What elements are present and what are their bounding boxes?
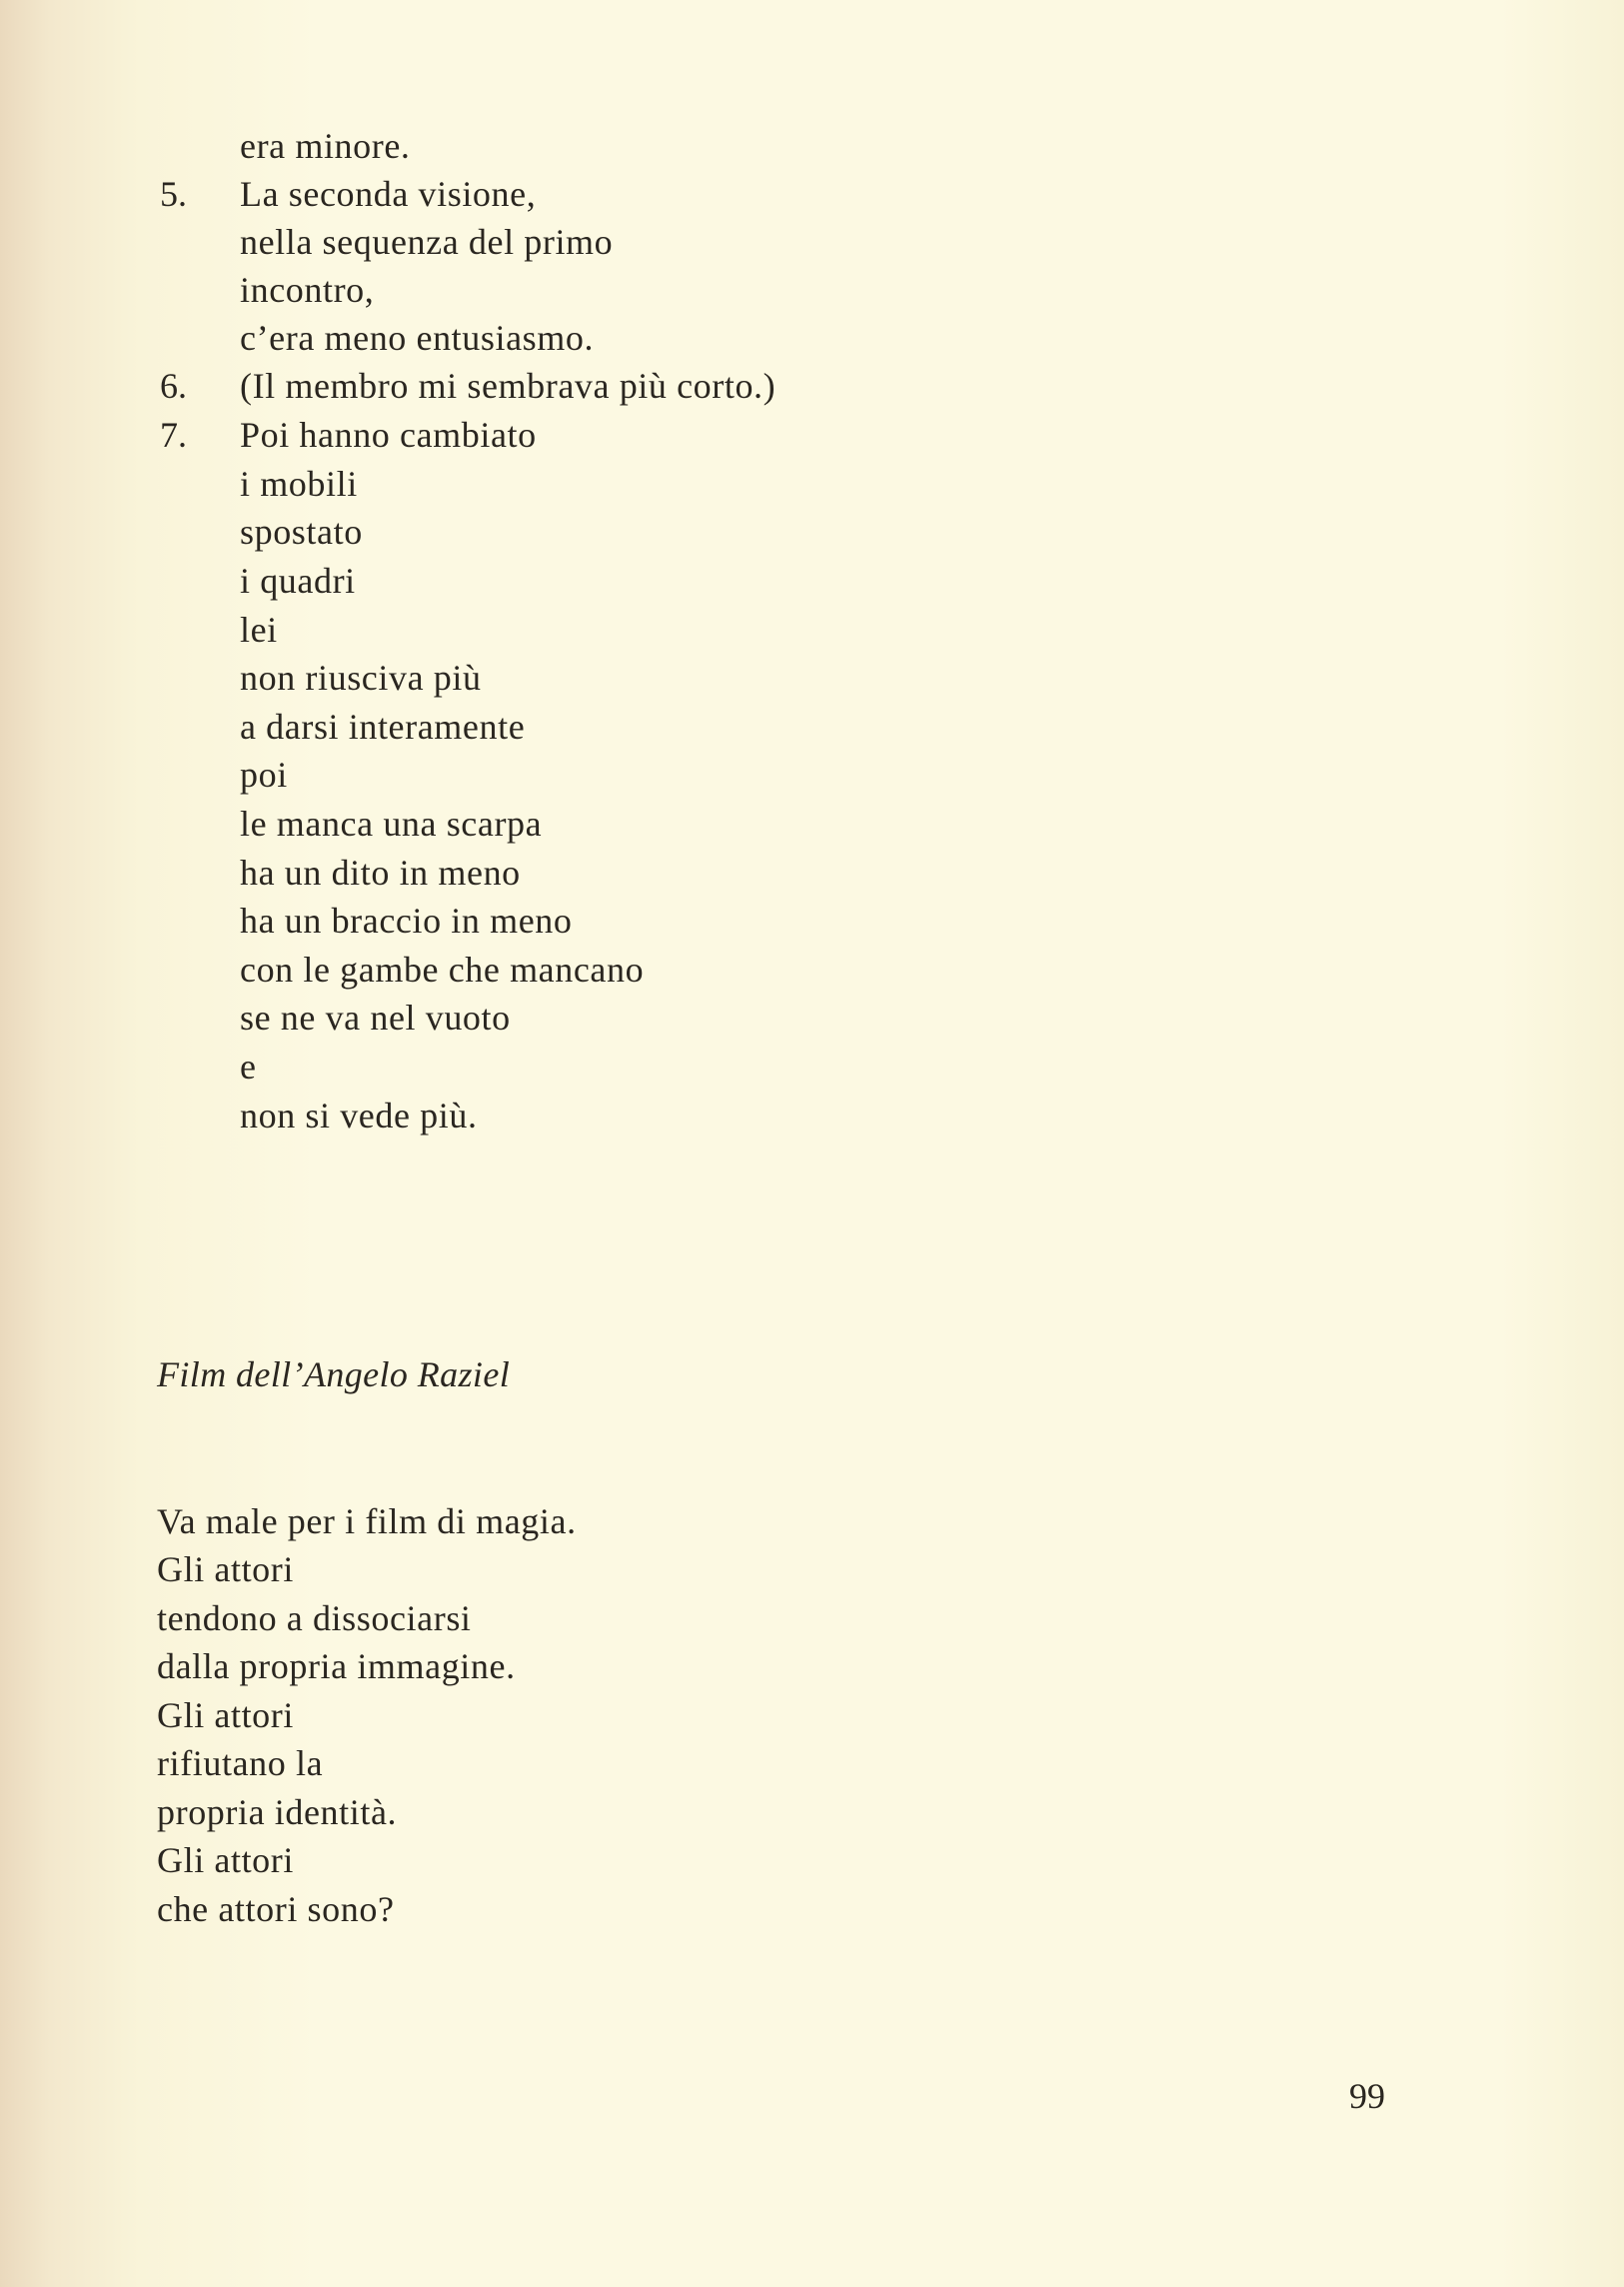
poem-line-9: spostato — [240, 512, 363, 552]
poem-line-7: Poi hanno cambiato — [240, 415, 537, 455]
poem2-line-6: rifiutano la — [157, 1743, 324, 1783]
poem-line-21: non si vede più. — [240, 1096, 478, 1136]
poem2-line-2: Gli attori — [157, 1549, 294, 1589]
poem-line-5: c’era meno entusiasmo. — [240, 318, 595, 358]
poem-line-2: La seconda visione, — [240, 174, 537, 214]
page-number: 99 — [1349, 2076, 1385, 2116]
poem-line-18: con le gambe che mancano — [240, 950, 645, 990]
poem-line-15: le manca una scarpa — [240, 804, 543, 844]
poem2-line-9: che attori sono? — [157, 1889, 395, 1929]
poem-line-14: poi — [240, 755, 288, 795]
poem-line-17: ha un braccio in meno — [240, 901, 573, 941]
poem-line-4: incontro, — [240, 270, 375, 310]
poem-line-20: e — [240, 1047, 257, 1087]
poem-line-number-5: 5. — [160, 174, 187, 214]
poem-line-number-7: 7. — [160, 415, 187, 455]
poem-line-8: i mobili — [240, 464, 358, 504]
poem2-line-5: Gli attori — [157, 1695, 294, 1735]
poem-line-3: nella sequenza del primo — [240, 222, 614, 262]
poem-line-13: a darsi interamente — [240, 707, 526, 747]
poem-title: Film dell’Angelo Raziel — [157, 1354, 511, 1394]
poem2-line-4: dalla propria immagine. — [157, 1646, 516, 1686]
poem-line-1: era minore. — [240, 126, 411, 166]
poem2-line-7: propria identità. — [157, 1792, 398, 1832]
poem-line-16: ha un dito in meno — [240, 853, 521, 893]
poem-line-6: (Il membro mi sembrava più corto.) — [240, 366, 777, 406]
poem-line-10: i quadri — [240, 561, 356, 601]
poem2-line-1: Va male per i film di magia. — [157, 1501, 577, 1541]
poem2-line-3: tendono a dissociarsi — [157, 1598, 472, 1638]
poem-line-number-6: 6. — [160, 366, 187, 406]
poem-line-12: non riusciva più — [240, 658, 482, 698]
poem-line-11: lei — [240, 610, 278, 650]
poem2-line-8: Gli attori — [157, 1840, 294, 1880]
poem-line-19: se ne va nel vuoto — [240, 998, 511, 1038]
